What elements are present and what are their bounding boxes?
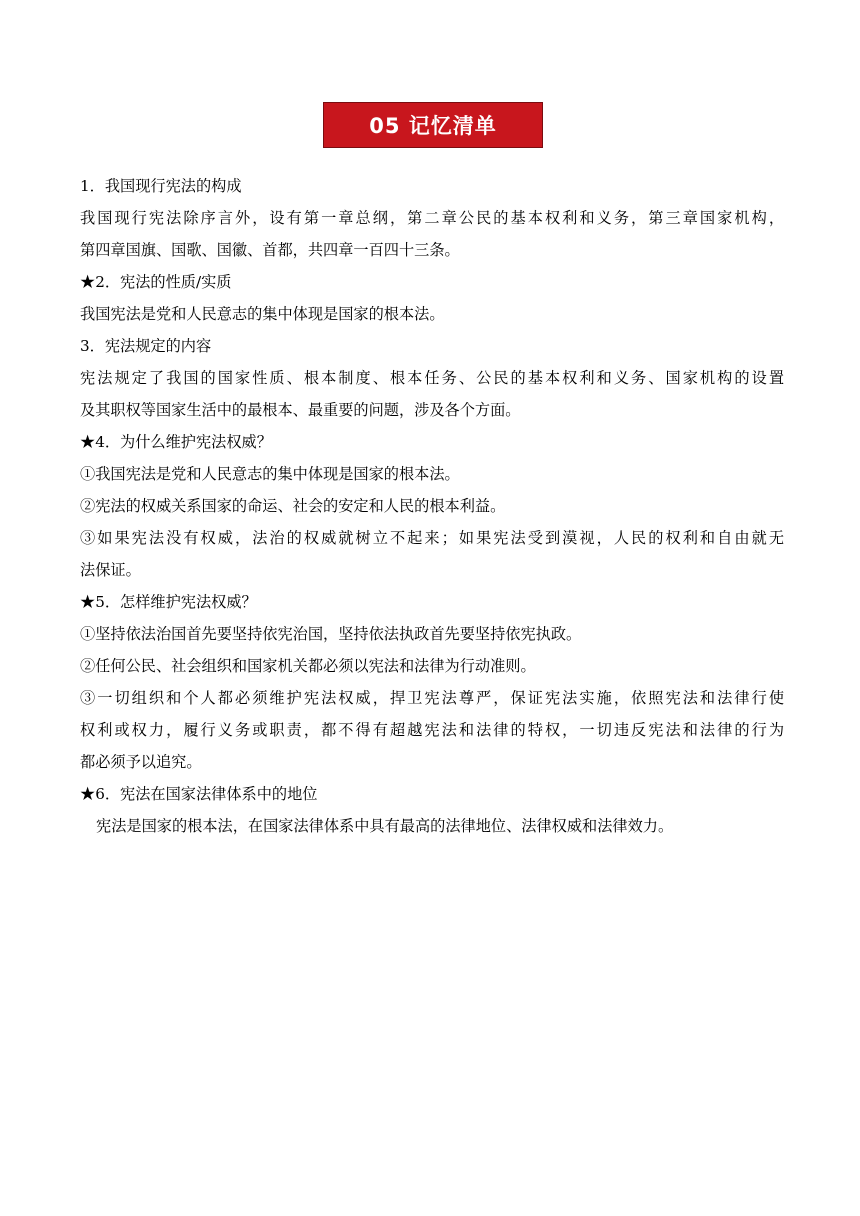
section-title-banner [323,102,543,148]
paragraph-line: 我国宪法是党和人民意志的集中体现是国家的根本法。 [80,305,445,323]
paragraph-line: 第四章国旗、国歌、国徽、首都，共四章一百四十三条。 [80,241,460,259]
heading-1: 1．我国现行宪法的构成 [80,177,242,195]
list-item: ②任何公民、社会组织和国家机关都必须以宪法和法律为行动准则。 [80,657,536,675]
document-body [80,170,784,842]
heading-2: ★2．宪法的性质/实质 [80,273,232,291]
paragraph-line: 我国现行宪法除序言外，设有第一章总纲，第二章公民的基本权利和义务，第三章国家机构， [80,209,784,227]
heading-6: ★6．宪法在国家法律体系中的地位 [80,785,318,803]
list-item: ①我国宪法是党和人民意志的集中体现是国家的根本法。 [80,465,460,483]
list-item: ①坚持依法治国首先要坚持依宪治国，坚持依法执政首先要坚持依宪执政。 [80,625,582,643]
list-item-continued: 法保证。 [80,561,141,579]
heading-3: 3．宪法规定的内容 [80,337,212,355]
list-item-continued: 都必须予以追究。 [80,753,202,771]
heading-4: ★4．为什么维护宪法权威？ [80,433,272,451]
section-title: 05 记忆清单 [369,114,497,138]
heading-5: ★5．怎样维护宪法权威？ [80,593,257,611]
list-item: ③如果宪法没有权威，法治的权威就树立不起来；如果宪法受到漠视，人民的权利和自由就无 [80,529,784,547]
paragraph-line: 及其职权等国家生活中的最根本、最重要的问题，涉及各个方面。 [80,401,521,419]
paragraph-line: 宪法是国家的根本法，在国家法律体系中具有最高的法律地位、法律权威和法律效力。 [96,817,674,835]
paragraph-line: 宪法规定了我国的国家性质、根本制度、根本任务、公民的基本权利和义务、国家机构的设置 [80,369,784,387]
list-item: ②宪法的权威关系国家的命运、社会的安定和人民的根本利益。 [80,497,506,515]
list-item-continued: 权利或权力，履行义务或职责，都不得有超越宪法和法律的特权，一切违反宪法和法律的行为 [80,721,784,739]
list-item: ③一切组织和个人都必须维护宪法权威，捍卫宪法尊严，保证宪法实施，依照宪法和法律行使 [80,689,784,707]
